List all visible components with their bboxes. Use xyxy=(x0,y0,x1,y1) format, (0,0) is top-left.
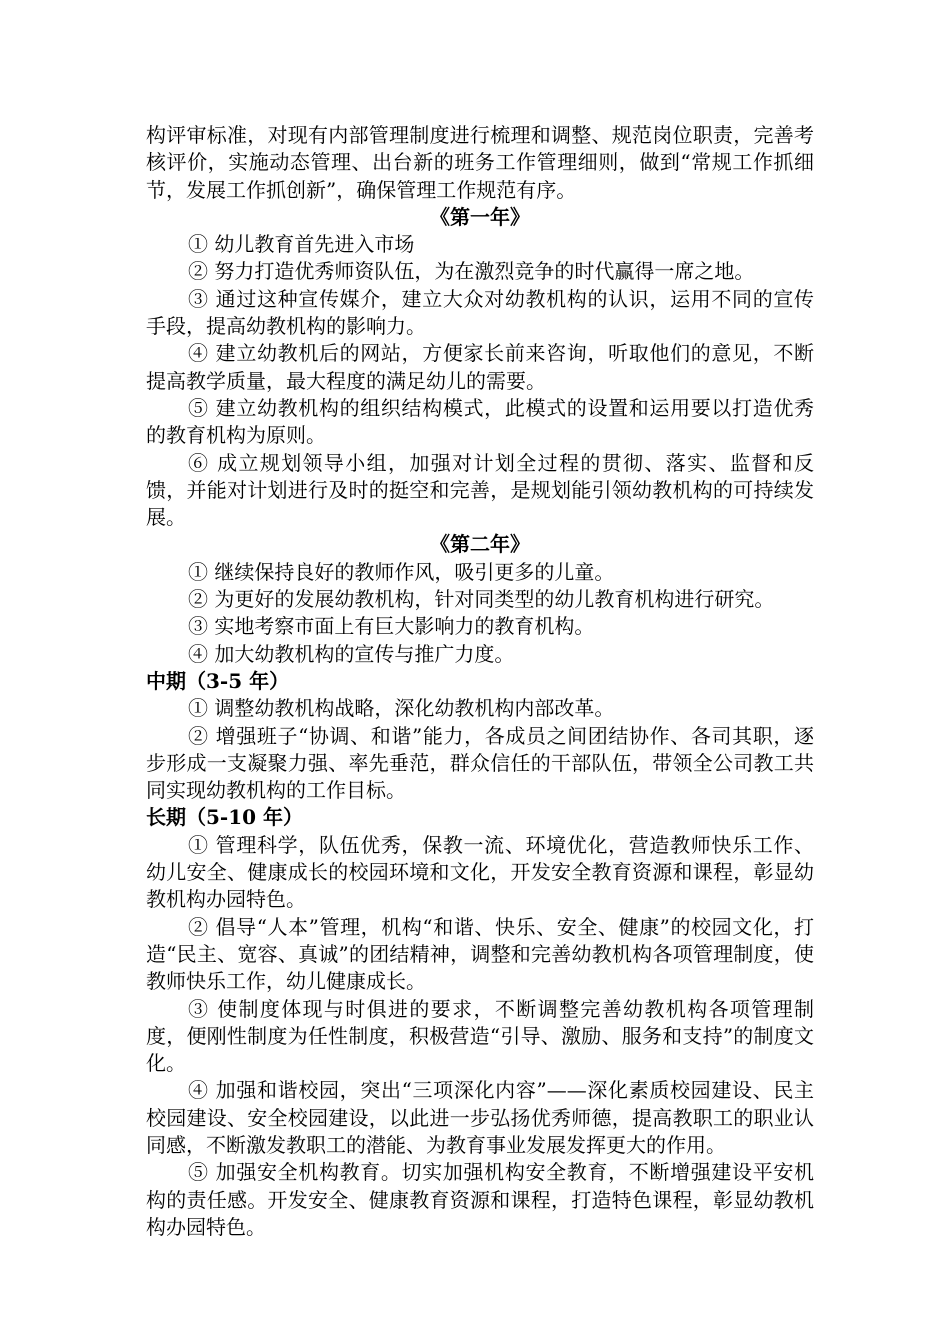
year1-item-2: ② 努力打造优秀师资队伍，为在激烈竞争的时代赢得一席之地。 xyxy=(188,259,755,284)
long-item-4: ④ 加强和谐校园，突出“三项深化内容”——深化素质校园建设、民主校园建设、安全校园建设，以此进一步弘扬优秀师德，提高教职工的职业认同感，不断激发教职工的潜能、为教育事业发展发挥更大的作用。 xyxy=(146,1078,814,1157)
document-page xyxy=(146,122,814,1241)
year2-title: 《第二年》 xyxy=(430,532,530,557)
year1-item-5: ⑤ 建立幼教机构的组织结构模式，此模式的设置和运用要以打造优秀的教育机构为原则。 xyxy=(146,395,814,448)
year1-item-4: ④ 建立幼教机后的网站，方便家长前来咨询，听取他们的意见，不断提高教学质量，最大程度的满足幼儿的需要。 xyxy=(146,341,814,393)
year2-item-2: ② 为更好的发展幼教机构，针对同类型的幼儿教育机构进行研究。 xyxy=(188,587,775,612)
year2-item-4: ④ 加大幼教机构的宣传与推广力度。 xyxy=(188,641,515,666)
mid-item-2: ② 增强班子“协调、和谐”能力，各成员之间团结协作、各司其职，逐步形成一支凝聚力强、率先垂范，群众信任的干部队伍，带领全公司教工共同实现幼教机构的工作目标。 xyxy=(146,723,814,803)
long-term-heading: 长期（5-10 年） xyxy=(146,805,304,830)
long-item-5: ⑤ 加强安全机构教育。切实加强机构安全教育，不断增强建设平安机构的责任感。开发安全、健康教育资源和课程，打造特色课程，彰显幼教机构办园特色。 xyxy=(146,1160,814,1239)
year2-item-3: ③ 实地考察市面上有巨大影响力的教育机构。 xyxy=(188,614,595,639)
year1-item-6: ⑥ 成立规划领导小组，加强对计划全过程的贯彻、落实、监督和反馈，并能对计划进行及时的挺空和完善，是规划能引领幼教机构的可持续发展。 xyxy=(146,450,814,530)
long-item-1: ① 管理科学，队伍优秀，保教一流、环境优化，营造教师快乐工作、幼儿安全、健康成长的校园环境和文化，开发安全教育资源和课程，彰显幼教机构办园特色。 xyxy=(146,832,814,912)
year1-item-1: ① 幼儿教育首先进入市场 xyxy=(188,232,415,257)
year1-item-3: ③ 通过这种宣传媒介，建立大众对幼教机构的认识，运用不同的宣传手段，提高幼教机构的影响力。 xyxy=(146,286,814,339)
mid-term-heading: 中期（3-5 年） xyxy=(146,668,290,693)
long-item-3: ③ 使制度体现与时俱进的要求，不断调整完善幼教机构各项管理制度，便刚性制度为任性制度，积极营造“引导、激励、服务和支持”的制度文化。 xyxy=(146,996,814,1076)
mid-item-1: ① 调整幼教机构战略，深化幼教机构内部改革。 xyxy=(188,696,615,721)
year2-item-1: ① 继续保持良好的教师作风，吸引更多的儿童。 xyxy=(188,559,615,584)
year1-title: 《第一年》 xyxy=(430,204,530,229)
intro-paragraph: 构评审标准，对现有内部管理制度进行梳理和调整、规范岗位职责，完善考核评价，实施动态管理、出台新的班务工作管理细则，做到“常规工作抓细节，发展工作抓创新”，确保管理工作规范有序。 xyxy=(146,123,814,202)
long-item-2: ② 倡导“人本”管理，机构“和谐、快乐、安全、健康”的校园文化，打造“民主、宽容、真诚”的团结精神，调整和完善幼教机构各项管理制度，使教师快乐工作，幼儿健康成长。 xyxy=(146,914,814,994)
